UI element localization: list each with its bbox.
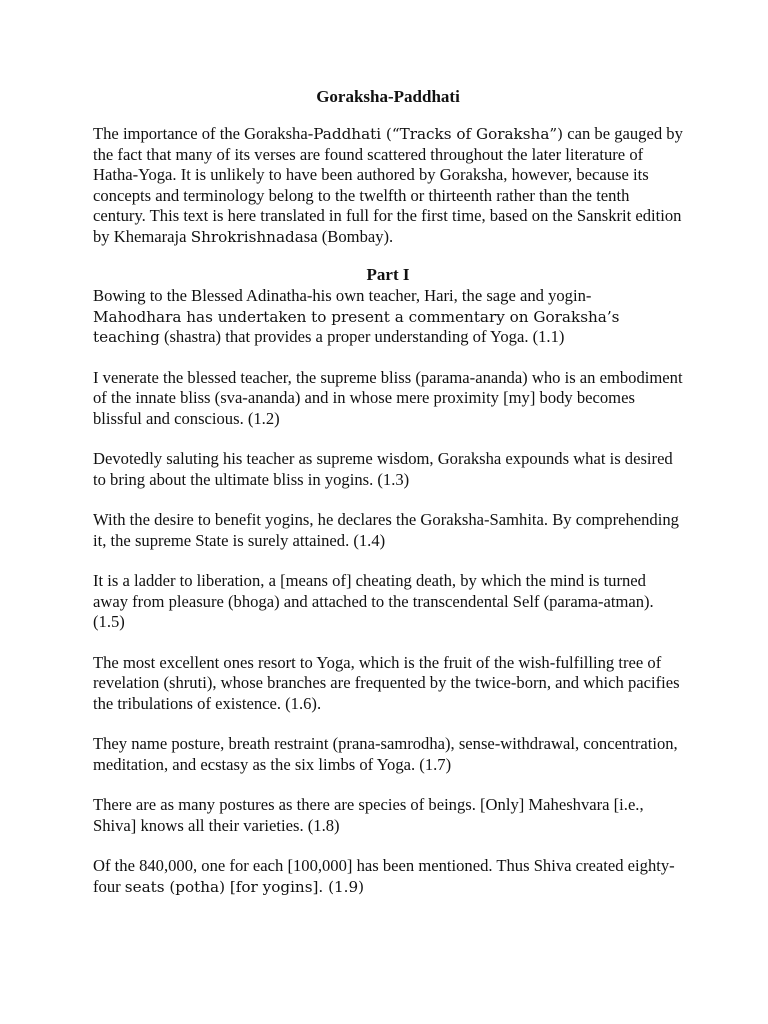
intro-text-5: sa (Bombay). — [303, 226, 394, 246]
intro-text-2: Paddhati (“Tracks of Goraksha”) — [313, 125, 564, 143]
verse-1-3: Devotedly saluting his teacher as supreme wisdom, Goraksha expounds what is desired to bring about the ultimate bliss in yogins. (1.3) — [93, 449, 673, 489]
verse-1-7: They name posture, breath restraint (prana-samrodha), sense-withdrawal, concentration, meditation, and ecstasy as the six limbs of Yoga. (1.7) — [93, 734, 678, 774]
intro-text-1: The importance of the Goraksha- — [93, 124, 314, 143]
verse-1-1-text-2: Mahodhara has undertaken to present a commentary on Goraksha’s teaching — [93, 307, 620, 346]
verse-1-5: It is a ladder to liberation, a [means of] cheating death, by which the mind is turned away from pleasure (bhoga) and attached to the transcendental Self (parama-atman). (1.5) — [93, 571, 654, 631]
verse-1-1-text-3: (shastra) that provides a proper understanding of Yoga. (1.1) — [159, 327, 565, 346]
intro-paragraph — [93, 124, 683, 247]
part-heading: Part I — [366, 265, 410, 284]
verse-1-9-text-1: Of the 840,000, one for each [100,000] has been mentioned. Thus Shiva created eighty-four — [93, 856, 675, 896]
document-page — [93, 86, 683, 897]
verse-1-6: The most excellent ones resort to Yoga, which is the fruit of the wish-fulfilling tree of revelation (shruti), whose branches are frequented by the twice-born, and which pacifies the tribulations of existence. (1.6). — [93, 652, 680, 713]
intro-text-3: can be gauged by the fact that many of its verses are found scattered throughout the later literature of Hatha-Yoga. It is unlikely to have been authored by Goraksha, however, because its concepts and terminology belong to the twelfth or thirteenth rather than the tenth century. This text is here translated in full for the first time, based on the Sanskrit edition by Khemaraja — [93, 124, 683, 246]
verse-1-1 — [93, 286, 683, 348]
verse-1-2: I venerate the blessed teacher, the supreme bliss (parama-ananda) who is an embodiment of the innate bliss (sva-ananda) and in whose mere proximity [my] body becomes blissful and conscious. (1.2) — [93, 367, 683, 428]
verse-1-1-text-1: Bowing to the Blessed Adinatha-his own teacher, Hari, the sage and yogin- — [93, 286, 592, 305]
verse-1-8: There are as many postures as there are species of beings. [Only] Maheshvara [i.e., Shiva] knows all their varieties. (1.8) — [93, 795, 644, 835]
document-title: Goraksha-Paddhati — [316, 87, 460, 106]
intro-text-4: Shrokrishnada — [190, 227, 304, 246]
verse-1-9 — [93, 856, 683, 897]
verse-1-9-text-2: seats (potha) [for yogins]. (1.9) — [124, 877, 365, 896]
verse-1-4: With the desire to benefit yogins, he declares the Goraksha-Samhita. By comprehending it, the supreme State is surely attained. (1.4) — [93, 510, 679, 550]
